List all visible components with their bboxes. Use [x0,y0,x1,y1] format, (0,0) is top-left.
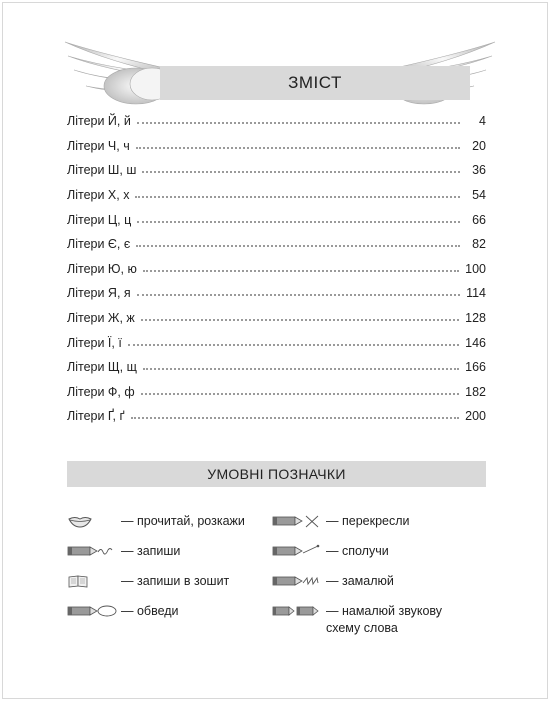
dot-leader [128,343,459,346]
toc-entry-page: 82 [472,237,486,252]
legend-item-write [67,543,180,560]
dot-leader [142,170,460,173]
toc-entry-label: Літери Й, й [67,114,131,129]
legend-item-cross-out [272,513,410,530]
dot-leader [141,318,459,321]
toc-entry-page: 100 [465,261,486,276]
toc-entry-page: 54 [472,188,486,203]
toc-title-bar [160,66,470,100]
toc-entry-page: 166 [465,360,486,375]
dot-leader [137,121,460,124]
toc-entry-page: 128 [465,311,486,326]
toc-entry-page: 20 [472,138,486,153]
dot-leader [143,269,459,272]
toc-entry-label: Літери Я, я [67,286,131,301]
toc-list [67,109,486,429]
toc-entry[interactable] [67,306,486,331]
dot-leader [135,195,460,198]
toc-title: ЗМІСТ [288,73,342,92]
toc-entry-label: Літери Х, х [67,188,130,203]
toc-entry-label: Літери Ч, ч [67,138,130,153]
legend-item-read [67,513,245,530]
toc-entry-page: 114 [466,286,486,301]
dot-leader [141,392,459,395]
toc-entry-page: 182 [465,384,486,399]
legend-text: — сполучи [326,544,389,558]
toc-entry-label: Літери Ж, ж [67,311,135,326]
toc-entry-label: Літери Ц, ц [67,212,132,227]
toc-entry-page: 200 [465,409,486,424]
toc-entry-label: Літери Ш, ш [67,163,137,178]
toc-entry[interactable] [67,158,486,183]
lips-icon [67,513,117,530]
pencil-shade-icon [272,573,322,590]
legend-text: — перекресли [326,514,410,528]
legend-item-connect [272,543,389,560]
pencil-circle-icon [67,603,117,620]
legend-item-shade [272,573,394,590]
toc-entry-label: Літери Ф, ф [67,384,135,399]
legend-title: УМОВНІ ПОЗНАЧКИ [207,466,346,482]
double-pencil-icon [272,603,322,620]
toc-entry-page: 66 [472,212,486,227]
legend-text: — замалюй [326,574,394,588]
toc-entry-page: 36 [472,163,486,178]
legend-item-sound-scheme [272,603,442,637]
toc-header [60,28,500,108]
toc-entry[interactable] [67,232,486,257]
notebook-icon [67,573,117,590]
legend-text: — запиши в зошит [121,574,230,588]
toc-entry[interactable] [67,404,486,429]
toc-entry[interactable] [67,207,486,232]
dot-leader [137,220,460,223]
legend-item-notebook [67,573,229,590]
toc-entry[interactable] [67,257,486,282]
toc-entry[interactable] [67,355,486,380]
legend-text: — обведи [121,604,179,618]
toc-entry[interactable] [67,330,486,355]
toc-entry-label: Літери Є, є [67,237,131,252]
dot-leader [137,293,460,296]
dot-leader [136,244,460,247]
toc-entry[interactable] [67,109,486,134]
toc-entry-label: Літери Ґ, ґ [67,409,125,424]
toc-entry[interactable] [67,183,486,208]
toc-entry[interactable] [67,380,486,405]
dot-leader [143,367,459,370]
toc-entry[interactable] [67,281,486,306]
dot-leader [136,146,460,149]
pencil-connect-icon [272,543,322,560]
toc-entry[interactable] [67,134,486,159]
toc-entry-page: 4 [479,114,486,129]
legend-text: — запиши [121,544,181,558]
toc-entry-label: Літери Ї, ї [67,335,122,350]
toc-entry-page: 146 [465,335,486,350]
dot-leader [131,416,460,419]
toc-entry-label: Літери Щ, щ [67,360,137,375]
legend-text: — прочитай, розкажи [121,514,245,528]
pencil-write-icon [67,543,117,560]
legend-item-trace [67,603,179,620]
toc-entry-label: Літери Ю, ю [67,261,137,276]
pencil-cross-icon [272,513,322,530]
legend-title-bar [67,461,486,487]
legend-text: — намалюй звукову схему слова [326,604,443,635]
